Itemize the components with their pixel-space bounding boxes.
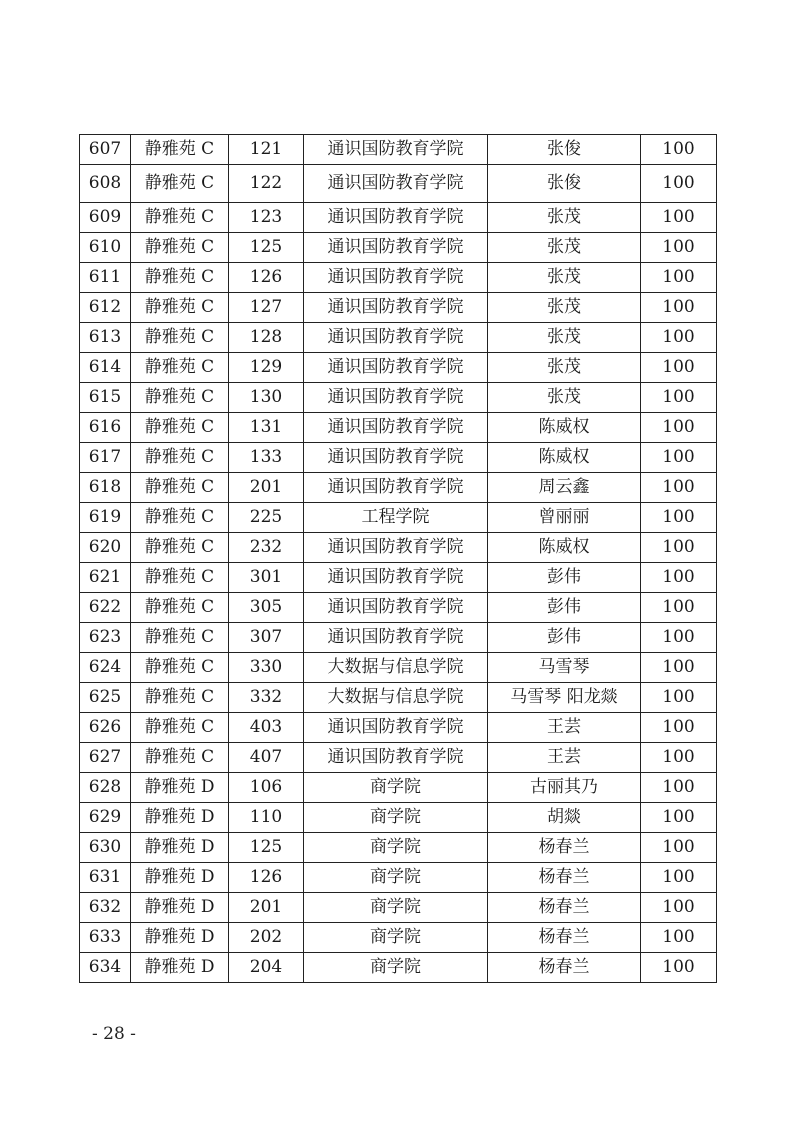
score-cell: 100 bbox=[641, 443, 717, 473]
row-number-cell: 627 bbox=[80, 743, 131, 773]
room-cell: 403 bbox=[229, 713, 304, 743]
table-row bbox=[80, 203, 717, 233]
row-number-cell: 611 bbox=[80, 263, 131, 293]
row-number-cell: 607 bbox=[80, 135, 131, 165]
person-cell: 张茂 bbox=[488, 293, 641, 323]
table-row bbox=[80, 473, 717, 503]
room-cell: 125 bbox=[229, 833, 304, 863]
score-cell: 100 bbox=[641, 863, 717, 893]
score-cell: 100 bbox=[641, 353, 717, 383]
college-cell: 通识国防教育学院 bbox=[304, 533, 488, 563]
score-cell: 100 bbox=[641, 203, 717, 233]
college-cell: 通识国防教育学院 bbox=[304, 473, 488, 503]
room-cell: 225 bbox=[229, 503, 304, 533]
college-cell: 通识国防教育学院 bbox=[304, 135, 488, 165]
table-row bbox=[80, 293, 717, 323]
person-cell: 张茂 bbox=[488, 353, 641, 383]
table-row bbox=[80, 443, 717, 473]
building-cell: 静雅苑 C bbox=[131, 683, 229, 713]
score-cell: 100 bbox=[641, 383, 717, 413]
row-number-cell: 624 bbox=[80, 653, 131, 683]
room-cell: 201 bbox=[229, 473, 304, 503]
college-cell: 通识国防教育学院 bbox=[304, 233, 488, 263]
score-cell: 100 bbox=[641, 953, 717, 983]
table-row bbox=[80, 563, 717, 593]
row-number-cell: 622 bbox=[80, 593, 131, 623]
building-cell: 静雅苑 D bbox=[131, 863, 229, 893]
score-cell: 100 bbox=[641, 803, 717, 833]
person-cell: 周云鑫 bbox=[488, 473, 641, 503]
score-cell: 100 bbox=[641, 683, 717, 713]
person-cell: 彭伟 bbox=[488, 563, 641, 593]
building-cell: 静雅苑 C bbox=[131, 473, 229, 503]
person-cell: 杨春兰 bbox=[488, 863, 641, 893]
college-cell: 商学院 bbox=[304, 953, 488, 983]
room-cell: 122 bbox=[229, 165, 304, 203]
row-number-cell: 630 bbox=[80, 833, 131, 863]
score-cell: 100 bbox=[641, 833, 717, 863]
person-cell: 马雪琴 阳龙燚 bbox=[488, 683, 641, 713]
building-cell: 静雅苑 C bbox=[131, 293, 229, 323]
building-cell: 静雅苑 C bbox=[131, 563, 229, 593]
room-cell: 307 bbox=[229, 623, 304, 653]
building-cell: 静雅苑 C bbox=[131, 165, 229, 203]
row-number-cell: 609 bbox=[80, 203, 131, 233]
building-cell: 静雅苑 D bbox=[131, 803, 229, 833]
room-cell: 106 bbox=[229, 773, 304, 803]
building-cell: 静雅苑 C bbox=[131, 443, 229, 473]
row-number-cell: 634 bbox=[80, 953, 131, 983]
person-cell: 杨春兰 bbox=[488, 893, 641, 923]
score-cell: 100 bbox=[641, 593, 717, 623]
row-number-cell: 617 bbox=[80, 443, 131, 473]
college-cell: 商学院 bbox=[304, 833, 488, 863]
row-number-cell: 633 bbox=[80, 923, 131, 953]
score-cell: 100 bbox=[641, 135, 717, 165]
room-cell: 128 bbox=[229, 323, 304, 353]
room-cell: 204 bbox=[229, 953, 304, 983]
table-row bbox=[80, 323, 717, 353]
table-body bbox=[80, 135, 717, 983]
table-row bbox=[80, 683, 717, 713]
building-cell: 静雅苑 C bbox=[131, 135, 229, 165]
college-cell: 商学院 bbox=[304, 803, 488, 833]
room-cell: 133 bbox=[229, 443, 304, 473]
page-number: - 28 - bbox=[92, 1024, 136, 1044]
person-cell: 马雪琴 bbox=[488, 653, 641, 683]
room-cell: 332 bbox=[229, 683, 304, 713]
college-cell: 大数据与信息学院 bbox=[304, 683, 488, 713]
person-cell: 张茂 bbox=[488, 203, 641, 233]
table-row bbox=[80, 833, 717, 863]
row-number-cell: 612 bbox=[80, 293, 131, 323]
room-cell: 131 bbox=[229, 413, 304, 443]
person-cell: 陈威权 bbox=[488, 413, 641, 443]
row-number-cell: 625 bbox=[80, 683, 131, 713]
building-cell: 静雅苑 C bbox=[131, 203, 229, 233]
room-cell: 125 bbox=[229, 233, 304, 263]
college-cell: 通识国防教育学院 bbox=[304, 323, 488, 353]
table-row bbox=[80, 383, 717, 413]
table-row bbox=[80, 803, 717, 833]
row-number-cell: 626 bbox=[80, 713, 131, 743]
row-number-cell: 616 bbox=[80, 413, 131, 443]
college-cell: 通识国防教育学院 bbox=[304, 353, 488, 383]
row-number-cell: 631 bbox=[80, 863, 131, 893]
building-cell: 静雅苑 C bbox=[131, 353, 229, 383]
building-cell: 静雅苑 D bbox=[131, 773, 229, 803]
table-row bbox=[80, 953, 717, 983]
row-number-cell: 614 bbox=[80, 353, 131, 383]
table-row bbox=[80, 503, 717, 533]
table-row bbox=[80, 593, 717, 623]
score-cell: 100 bbox=[641, 413, 717, 443]
person-cell: 张茂 bbox=[488, 233, 641, 263]
row-number-cell: 619 bbox=[80, 503, 131, 533]
building-cell: 静雅苑 D bbox=[131, 923, 229, 953]
score-cell: 100 bbox=[641, 893, 717, 923]
person-cell: 胡燚 bbox=[488, 803, 641, 833]
row-number-cell: 618 bbox=[80, 473, 131, 503]
building-cell: 静雅苑 C bbox=[131, 713, 229, 743]
college-cell: 通识国防教育学院 bbox=[304, 443, 488, 473]
building-cell: 静雅苑 C bbox=[131, 653, 229, 683]
room-cell: 201 bbox=[229, 893, 304, 923]
room-cell: 126 bbox=[229, 863, 304, 893]
table-row bbox=[80, 653, 717, 683]
college-cell: 商学院 bbox=[304, 923, 488, 953]
room-cell: 127 bbox=[229, 293, 304, 323]
table-row bbox=[80, 353, 717, 383]
table-row bbox=[80, 923, 717, 953]
score-cell: 100 bbox=[641, 923, 717, 953]
room-cell: 130 bbox=[229, 383, 304, 413]
person-cell: 王芸 bbox=[488, 713, 641, 743]
table-row bbox=[80, 773, 717, 803]
building-cell: 静雅苑 C bbox=[131, 503, 229, 533]
person-cell: 彭伟 bbox=[488, 623, 641, 653]
row-number-cell: 615 bbox=[80, 383, 131, 413]
score-cell: 100 bbox=[641, 563, 717, 593]
table-row bbox=[80, 893, 717, 923]
person-cell: 杨春兰 bbox=[488, 833, 641, 863]
room-cell: 301 bbox=[229, 563, 304, 593]
room-cell: 129 bbox=[229, 353, 304, 383]
score-cell: 100 bbox=[641, 503, 717, 533]
building-cell: 静雅苑 D bbox=[131, 953, 229, 983]
building-cell: 静雅苑 C bbox=[131, 413, 229, 443]
row-number-cell: 613 bbox=[80, 323, 131, 353]
data-table bbox=[79, 134, 717, 983]
table-row bbox=[80, 623, 717, 653]
building-cell: 静雅苑 C bbox=[131, 233, 229, 263]
building-cell: 静雅苑 C bbox=[131, 533, 229, 563]
row-number-cell: 610 bbox=[80, 233, 131, 263]
score-cell: 100 bbox=[641, 473, 717, 503]
row-number-cell: 608 bbox=[80, 165, 131, 203]
college-cell: 商学院 bbox=[304, 773, 488, 803]
college-cell: 通识国防教育学院 bbox=[304, 293, 488, 323]
person-cell: 彭伟 bbox=[488, 593, 641, 623]
table-row bbox=[80, 413, 717, 443]
score-cell: 100 bbox=[641, 293, 717, 323]
table-row bbox=[80, 533, 717, 563]
building-cell: 静雅苑 C bbox=[131, 593, 229, 623]
person-cell: 杨春兰 bbox=[488, 953, 641, 983]
college-cell: 大数据与信息学院 bbox=[304, 653, 488, 683]
college-cell: 通识国防教育学院 bbox=[304, 413, 488, 443]
college-cell: 通识国防教育学院 bbox=[304, 383, 488, 413]
building-cell: 静雅苑 C bbox=[131, 323, 229, 353]
room-cell: 305 bbox=[229, 593, 304, 623]
college-cell: 通识国防教育学院 bbox=[304, 743, 488, 773]
score-cell: 100 bbox=[641, 623, 717, 653]
person-cell: 张俊 bbox=[488, 165, 641, 203]
college-cell: 通识国防教育学院 bbox=[304, 263, 488, 293]
table-row bbox=[80, 233, 717, 263]
score-cell: 100 bbox=[641, 263, 717, 293]
college-cell: 商学院 bbox=[304, 863, 488, 893]
person-cell: 张茂 bbox=[488, 263, 641, 293]
score-cell: 100 bbox=[641, 533, 717, 563]
building-cell: 静雅苑 D bbox=[131, 833, 229, 863]
building-cell: 静雅苑 C bbox=[131, 743, 229, 773]
college-cell: 通识国防教育学院 bbox=[304, 203, 488, 233]
row-number-cell: 628 bbox=[80, 773, 131, 803]
person-cell: 张俊 bbox=[488, 135, 641, 165]
score-cell: 100 bbox=[641, 653, 717, 683]
person-cell: 张茂 bbox=[488, 383, 641, 413]
score-cell: 100 bbox=[641, 773, 717, 803]
table-row bbox=[80, 263, 717, 293]
college-cell: 通识国防教育学院 bbox=[304, 623, 488, 653]
room-cell: 126 bbox=[229, 263, 304, 293]
score-cell: 100 bbox=[641, 323, 717, 353]
score-cell: 100 bbox=[641, 165, 717, 203]
room-cell: 121 bbox=[229, 135, 304, 165]
college-cell: 通识国防教育学院 bbox=[304, 165, 488, 203]
room-cell: 123 bbox=[229, 203, 304, 233]
building-cell: 静雅苑 C bbox=[131, 263, 229, 293]
person-cell: 王芸 bbox=[488, 743, 641, 773]
row-number-cell: 629 bbox=[80, 803, 131, 833]
college-cell: 通识国防教育学院 bbox=[304, 593, 488, 623]
table-row bbox=[80, 713, 717, 743]
table-row bbox=[80, 135, 717, 165]
table-row bbox=[80, 165, 717, 203]
building-cell: 静雅苑 C bbox=[131, 623, 229, 653]
row-number-cell: 620 bbox=[80, 533, 131, 563]
building-cell: 静雅苑 C bbox=[131, 383, 229, 413]
person-cell: 陈威权 bbox=[488, 443, 641, 473]
building-cell: 静雅苑 D bbox=[131, 893, 229, 923]
person-cell: 杨春兰 bbox=[488, 923, 641, 953]
score-cell: 100 bbox=[641, 713, 717, 743]
person-cell: 张茂 bbox=[488, 323, 641, 353]
score-cell: 100 bbox=[641, 743, 717, 773]
row-number-cell: 621 bbox=[80, 563, 131, 593]
row-number-cell: 623 bbox=[80, 623, 131, 653]
score-cell: 100 bbox=[641, 233, 717, 263]
room-cell: 202 bbox=[229, 923, 304, 953]
college-cell: 商学院 bbox=[304, 893, 488, 923]
person-cell: 陈威权 bbox=[488, 533, 641, 563]
table-row bbox=[80, 743, 717, 773]
table-row bbox=[80, 863, 717, 893]
college-cell: 工程学院 bbox=[304, 503, 488, 533]
room-cell: 407 bbox=[229, 743, 304, 773]
person-cell: 曾丽丽 bbox=[488, 503, 641, 533]
room-cell: 232 bbox=[229, 533, 304, 563]
college-cell: 通识国防教育学院 bbox=[304, 713, 488, 743]
room-cell: 330 bbox=[229, 653, 304, 683]
room-cell: 110 bbox=[229, 803, 304, 833]
person-cell: 古丽其乃 bbox=[488, 773, 641, 803]
college-cell: 通识国防教育学院 bbox=[304, 563, 488, 593]
row-number-cell: 632 bbox=[80, 893, 131, 923]
